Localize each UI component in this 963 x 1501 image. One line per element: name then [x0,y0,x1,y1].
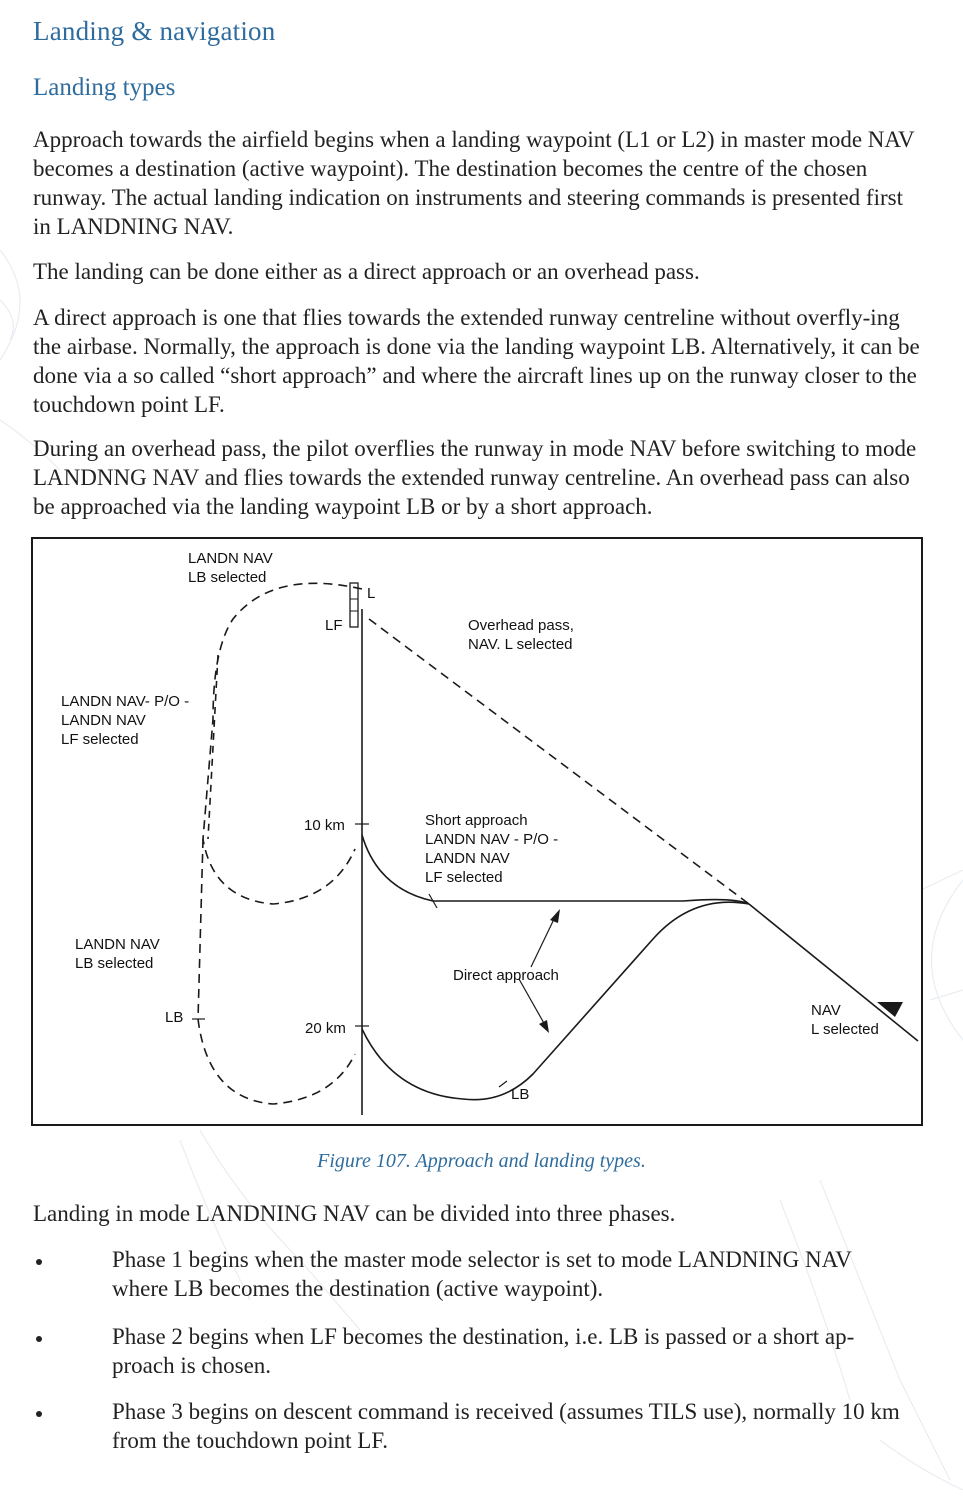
label-short-approach: Short approach LANDN NAV - P/O - LANDN NAV LF selected [425,812,559,886]
inner-loop-path [208,655,218,839]
label-lb-bottom: LB [511,1086,530,1103]
bullet-icon [36,1336,42,1342]
paragraph-overhead-pass: During an overhead pass, the pilot overflies the runway in mode NAV before switching to mode LANDNNG NAV and flies towards the extended runway centreline. An overhead pass can also be approached via the landing waypoint LB or by a short approach. [33,436,917,519]
nav-arrow [877,1002,903,1017]
direct-approach-path [362,902,749,1100]
label-l-marker: L [367,585,376,602]
paragraph-approach: Approach towards the airfield begins when a landing waypoint (L1 or L2) in master mode NAV becomes a destination (active waypoint). The destination becomes the centre of the chosen runway. The actual landing indication on instruments and steering commands is presented first in LANDNING NAV. [33,127,915,239]
subsection-title: Landing types [33,74,176,101]
phase-1-text: Phase 1 begins when the master mode selector is set to mode LANDNING NAV where LB becomes the destination (active waypoint). [112,1247,852,1301]
label-lb-left: LB [165,1009,184,1026]
figure-caption: Figure 107. Approach and landing types. [317,1150,646,1172]
runway-outline [350,583,358,627]
label-direct-approach: Direct approach [453,967,559,984]
label-landn-nav-po: LANDN NAV- P/O - LANDN NAV LF selected [61,693,190,748]
phases-intro: Landing in mode LANDNING NAV can be divided into three phases. [33,1201,676,1226]
label-lf-marker: LF [325,617,343,634]
section-title: Landing & navigation [33,16,276,46]
phase-3-text: Phase 3 begins on descent command is received (assumes TILS use), normally 10 km from the touchdown point LF. [112,1399,900,1453]
label-10-km: 10 km [304,817,345,834]
label-landn-nav-lb-bottom: LANDN NAV LB selected [75,936,160,972]
paragraph-landing-options: The landing can be done either as a direct approach or an overhead pass. [33,259,700,284]
label-20-km: 20 km [305,1020,346,1037]
bullet-icon [36,1411,42,1417]
approach-diagram [31,537,923,1126]
paragraph-direct-approach: A direct approach is one that flies towards the extended runway centreline without overfly-ing the airbase. Normally, the approach is done via the landing waypoint LB. Alternatively, it can be done via a so called “short approach” and where the aircraft lines up on the runway closer to the touchdown point LF. [33,305,920,417]
phase-2-text: Phase 2 begins when LF becomes the destination, i.e. LB is passed or a short ap-proach is chosen. [112,1324,855,1378]
label-landn-nav-lb-top: LANDN NAV LB selected [188,550,273,586]
label-overhead-pass: Overhead pass, NAV. L selected [468,617,574,653]
label-nav-l-selected: NAV L selected [811,1002,879,1038]
lower-loop-path [198,839,355,1104]
bullet-icon [36,1259,42,1265]
